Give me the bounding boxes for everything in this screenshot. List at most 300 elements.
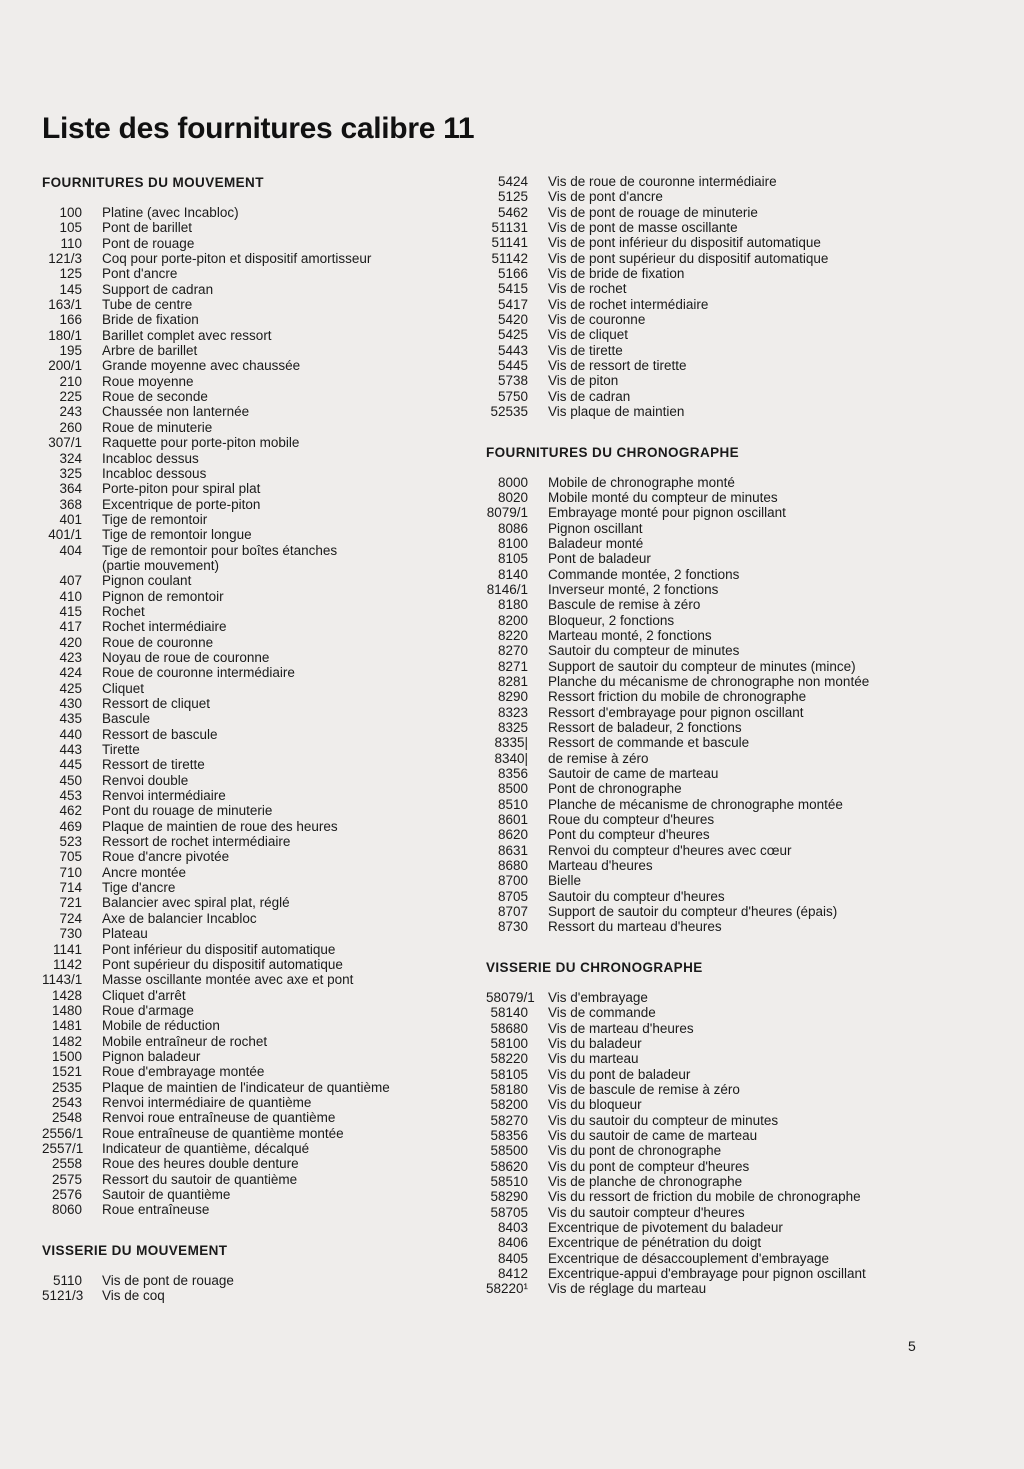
part-description: Vis de bascule de remise à zéro (548, 1081, 740, 1097)
list-item (42, 1288, 482, 1303)
part-description: Support de cadran (102, 281, 214, 297)
part-description: Ressort du sautoir de quantième (102, 1171, 298, 1187)
part-number: 8200 (497, 612, 528, 628)
list-item (486, 220, 956, 235)
part-number: 8705 (497, 888, 528, 904)
list-item (486, 990, 956, 1005)
part-description: Vis du ressort de friction du mobile de chronographe (548, 1189, 861, 1205)
part-description: Vis de bride de fixation (548, 266, 685, 282)
list-item (486, 327, 956, 342)
list-item (486, 1174, 956, 1189)
part-number: 415 (59, 603, 82, 619)
list-item (42, 420, 482, 435)
list-item (42, 497, 482, 512)
part-description: Vis de pont de rouage (102, 1272, 234, 1288)
part-number: 8325 (497, 720, 528, 735)
part-number: 424 (59, 665, 82, 681)
part-description: Vis de planche de chronographe (548, 1173, 743, 1189)
part-number: 445 (59, 757, 82, 773)
part-number: 5121/3 (42, 1288, 84, 1304)
part-description: Ressort de rochet intermédiaire (102, 834, 291, 850)
part-number: 8403 (497, 1219, 528, 1235)
part-description: Chaussée non lanternée (102, 404, 250, 420)
list-item (486, 567, 956, 582)
part-description: Vis du sautoir du compteur de minutes (548, 1112, 779, 1128)
list-item (486, 205, 956, 220)
part-number: 2535 (51, 1079, 82, 1095)
part-number: 8086 (497, 520, 528, 536)
part-description: Pignon oscillant (548, 520, 643, 536)
part-number: 58180 (490, 1081, 528, 1097)
part-description: Mobile monté du compteur de minutes (548, 489, 778, 505)
list-item (42, 543, 482, 574)
list-item (42, 466, 482, 481)
list-item (486, 1082, 956, 1097)
part-description: Vis du bloqueur (548, 1097, 642, 1113)
list-item (42, 1049, 482, 1064)
part-description: Vis du marteau (548, 1051, 639, 1067)
part-number: 8271 (497, 658, 528, 674)
part-description: Cliquet d'arrêt (102, 987, 186, 1003)
part-number: 440 (59, 726, 82, 742)
part-description: Balancier avec spiral plat, réglé (102, 895, 290, 911)
part-description: Baladeur monté (548, 535, 644, 551)
list-item (486, 1036, 956, 1051)
part-number: 58500 (490, 1143, 528, 1159)
part-description: Roue d'embrayage montée (102, 1064, 265, 1080)
part-description: Tige de remontoir longue (102, 527, 252, 543)
part-description: Excentrique de pénétration du doigt (548, 1235, 762, 1251)
part-number: 5166 (497, 266, 528, 282)
list-item (486, 358, 956, 373)
part-description: Vis de pont d'ancre (548, 189, 663, 205)
part-number: 210 (59, 373, 82, 389)
list-item (486, 1251, 956, 1266)
part-number: 423 (59, 649, 82, 665)
list-item (42, 1126, 482, 1141)
list-item (486, 297, 956, 312)
list-item (42, 803, 482, 818)
list-item (42, 297, 482, 312)
part-number: 8100 (497, 535, 528, 551)
part-description: Barillet complet avec ressort (102, 327, 272, 343)
part-description: Cliquet (102, 680, 145, 696)
list-item (42, 451, 482, 466)
list-item (486, 1205, 956, 1220)
part-number: 8340| (494, 750, 528, 766)
part-number: 8707 (497, 904, 528, 920)
part-number: 410 (59, 588, 82, 604)
part-description: Roue entraîneuse (102, 1202, 210, 1218)
list-item (42, 1202, 482, 1217)
list-item (42, 374, 482, 389)
part-description: Indicateur de quantième, décalqué (102, 1140, 310, 1156)
part-description: Coq pour porte-piton et dispositif amortisseur (102, 251, 372, 267)
part-description: Vis de cliquet (548, 327, 629, 343)
part-number: 8290 (497, 689, 528, 705)
part-description: Renvoi intermédiaire de quantième (102, 1094, 312, 1110)
part-number: 714 (59, 880, 82, 896)
page-title: Liste des fournitures calibre 11 (42, 112, 475, 145)
part-description: Roue des heures double denture (102, 1156, 299, 1172)
part-number: 2576 (51, 1187, 82, 1202)
part-number: 58220 (490, 1051, 528, 1067)
list-item (486, 1159, 956, 1174)
part-description: Support de sautoir du compteur de minutes (mince) (548, 658, 856, 674)
list-item (486, 1051, 956, 1066)
part-number: 724 (59, 910, 82, 926)
list-item (42, 988, 482, 1003)
part-number: 8406 (497, 1235, 528, 1251)
part-description: Vis de pont de rouage de minuterie (548, 204, 758, 220)
list-item (42, 1080, 482, 1095)
part-number: 180/1 (48, 327, 82, 343)
list-visserie-mouvement-continued (486, 174, 956, 420)
part-number: 307/1 (48, 435, 82, 451)
list-item (42, 742, 482, 757)
list-item (42, 1018, 482, 1033)
part-description: Vis de commande (548, 1005, 656, 1021)
list-item (486, 1097, 956, 1112)
part-description: Sautoir de quantième (102, 1187, 231, 1202)
list-item (486, 858, 956, 873)
part-number: 5125 (497, 189, 528, 205)
part-description: Incabloc dessous (102, 465, 207, 481)
list-item (42, 512, 482, 527)
list-item (486, 904, 956, 919)
list-item (486, 1143, 956, 1158)
part-description: Bride de fixation (102, 312, 199, 328)
part-description: Porte-piton pour spiral plat (102, 481, 261, 497)
list-item (42, 711, 482, 726)
part-description: Planche de mécanisme de chronographe montée (548, 796, 843, 812)
part-description: Tige de remontoir pour boîtes étanches (partie mouvement) (102, 542, 338, 573)
list-item (486, 1128, 956, 1143)
part-description: Raquette pour porte-piton mobile (102, 435, 300, 451)
list-item (42, 1064, 482, 1079)
part-number: 163/1 (48, 297, 82, 313)
page-number: 5 (908, 1338, 916, 1354)
part-description: Tige de remontoir (102, 511, 208, 527)
part-number: 710 (59, 864, 82, 880)
part-number: 51131 (491, 220, 528, 236)
list-item (42, 619, 482, 634)
part-description: Pignon de remontoir (102, 588, 224, 604)
part-number: 1500 (51, 1048, 82, 1064)
list-item (486, 613, 956, 628)
right-column (486, 174, 956, 1297)
list-item (486, 174, 956, 189)
part-description: Tirette (102, 742, 140, 758)
part-number: 8680 (497, 858, 528, 874)
part-number: 1142 (52, 956, 82, 972)
part-description: Vis de rochet intermédiaire (548, 296, 709, 312)
part-description: Rochet intermédiaire (102, 619, 227, 635)
list-item (42, 358, 482, 373)
part-number: 1482 (51, 1033, 82, 1049)
part-number: 324 (59, 450, 82, 466)
list-item (486, 373, 956, 388)
part-description: Bloqueur, 2 fonctions (548, 612, 675, 628)
part-number: 450 (59, 772, 82, 788)
part-description: Grande moyenne avec chaussée (102, 358, 301, 374)
part-number: 325 (59, 465, 82, 481)
part-description: Pignon coulant (102, 573, 192, 589)
list-item (486, 551, 956, 566)
part-number: 58140 (490, 1005, 528, 1021)
part-description: Platine (avec Incabloc) (102, 205, 239, 220)
part-description: Ressort de tirette (102, 757, 205, 773)
list-item (42, 389, 482, 404)
part-number: 2543 (51, 1094, 82, 1110)
part-description: Vis de réglage du marteau (548, 1281, 707, 1297)
part-description: Vis de cadran (548, 388, 631, 404)
part-description: Rochet (102, 603, 145, 619)
list-item (486, 343, 956, 358)
part-description: Vis de rochet (548, 281, 627, 297)
part-number: 8356 (497, 766, 528, 782)
list-item (486, 312, 956, 327)
part-number: 443 (59, 742, 82, 758)
part-number: 8405 (497, 1250, 528, 1266)
list-item (486, 1113, 956, 1128)
part-number: 5424 (497, 174, 528, 189)
part-description: Sautoir du compteur d'heures (548, 888, 725, 904)
part-number: 8180 (497, 597, 528, 613)
part-description: Marteau d'heures (548, 858, 653, 874)
part-description: Vis de roue de couronne intermédiaire (548, 174, 777, 189)
part-number: 8412 (497, 1266, 528, 1281)
part-number: 453 (59, 788, 82, 804)
part-number: 2557/1 (42, 1140, 84, 1156)
part-description: Embrayage monté pour pignon oscillant (548, 505, 786, 521)
part-number: 469 (59, 818, 82, 834)
list-item (42, 251, 482, 266)
list-item (486, 720, 956, 735)
part-number: 52535 (490, 404, 528, 420)
list-item (42, 696, 482, 711)
part-description: Vis de piton (548, 373, 619, 389)
part-description: Roue moyenne (102, 373, 194, 389)
part-description: Roue de minuterie (102, 419, 213, 435)
list-fournitures-mouvement (42, 205, 482, 1218)
part-number: 5750 (497, 388, 528, 404)
part-description: Plaque de maintien de roue des heures (102, 818, 338, 834)
part-description: Pont de barillet (102, 220, 193, 236)
list-item (42, 880, 482, 895)
part-description: Mobile de réduction (102, 1018, 220, 1034)
part-number: 166 (59, 312, 82, 328)
part-description: Vis de pont de masse oscillante (548, 220, 738, 236)
part-number: 200/1 (48, 358, 82, 374)
part-number: 8730 (497, 919, 528, 935)
part-number: 8270 (497, 643, 528, 659)
part-description: Pignon baladeur (102, 1048, 201, 1064)
section-heading-visserie-mouvement: VISSERIE DU MOUVEMENT (42, 1242, 228, 1258)
list-item (42, 328, 482, 343)
list-item (42, 282, 482, 297)
part-number: 8020 (497, 489, 528, 505)
left-column (42, 174, 482, 1303)
list-item (486, 281, 956, 296)
part-description: Ancre montée (102, 864, 187, 880)
part-number: 8220 (497, 627, 528, 643)
part-number: 1141 (52, 941, 82, 957)
list-item (486, 475, 956, 490)
part-description: Vis de tirette (548, 342, 623, 358)
part-description: Roue de seconde (102, 389, 208, 405)
part-number: 1143/1 (42, 972, 83, 988)
part-description: Renvoi du compteur d'heures avec cœur (548, 842, 792, 858)
part-number: 8146/1 (486, 581, 528, 597)
list-item (486, 1220, 956, 1235)
part-description: Tube de centre (102, 297, 193, 313)
part-description: Vis de ressort de tirette (548, 358, 687, 374)
part-number: 435 (59, 711, 82, 727)
part-number: 425 (59, 680, 82, 696)
list-item (486, 812, 956, 827)
list-item (486, 389, 956, 404)
part-description: Vis du pont de baladeur (548, 1066, 691, 1082)
list-item (42, 1110, 482, 1125)
part-number: 721 (59, 895, 82, 911)
part-number: 8323 (497, 704, 528, 720)
list-item (42, 819, 482, 834)
part-description: Ressort de bascule (102, 726, 218, 742)
list-item (42, 1034, 482, 1049)
list-item (486, 505, 956, 520)
list-item (486, 689, 956, 704)
part-number: 1428 (51, 987, 82, 1003)
list-item (42, 404, 482, 419)
part-description: Mobile entraîneur de rochet (102, 1033, 268, 1049)
part-number: 417 (59, 619, 82, 635)
part-number: 368 (59, 496, 82, 512)
part-description: Plaque de maintien de l'indicateur de quantième (102, 1079, 390, 1095)
part-description: Excentrique de porte-piton (102, 496, 261, 512)
part-description: Vis de pont inférieur du dispositif automatique (548, 235, 821, 251)
part-number: 401 (59, 511, 82, 527)
part-number: 730 (59, 926, 82, 942)
part-description: Roue de couronne (102, 634, 214, 650)
list-item (486, 1235, 956, 1250)
list-item (486, 251, 956, 266)
part-description: Roue de couronne intermédiaire (102, 665, 295, 681)
list-item (42, 435, 482, 450)
part-description: Axe de balancier Incabloc (102, 910, 257, 926)
list-item (42, 1095, 482, 1110)
part-number: 1481 (51, 1018, 82, 1034)
part-number: 2558 (51, 1156, 82, 1172)
list-item (42, 727, 482, 742)
part-number: 195 (59, 343, 82, 359)
part-description: Vis du sautoir compteur d'heures (548, 1204, 745, 1220)
part-number: 58079/1 (486, 989, 535, 1005)
part-description: Ressort de commande et bascule (548, 735, 750, 751)
part-description: Incabloc dessus (102, 450, 199, 466)
part-number: 8281 (497, 673, 528, 689)
part-number: 51141 (491, 235, 528, 251)
list-item (486, 659, 956, 674)
part-number: 5420 (497, 312, 528, 328)
part-number: 430 (59, 696, 82, 711)
part-description: Bascule de remise à zéro (548, 597, 701, 613)
part-number: 5445 (497, 358, 528, 374)
part-number: 1521 (51, 1064, 82, 1080)
part-number: 420 (59, 634, 82, 650)
list-item (486, 873, 956, 888)
list-item (486, 705, 956, 720)
list-item (42, 972, 482, 987)
part-description: Sautoir du compteur de minutes (548, 643, 740, 659)
list-item (42, 589, 482, 604)
section-heading-visserie-chronographe: VISSERIE DU CHRONOGRAPHE (486, 959, 703, 975)
part-description: Pont du rouage de minuterie (102, 803, 273, 819)
part-description: Vis d'embrayage (548, 989, 648, 1005)
part-number: 8620 (497, 827, 528, 843)
list-item (486, 1021, 956, 1036)
part-number: 8105 (497, 551, 528, 567)
part-description: Ressort friction du mobile de chronographe (548, 689, 807, 705)
part-description: Roue du compteur d'heures (548, 812, 715, 828)
part-number: 58100 (490, 1035, 528, 1051)
part-number: 58510 (490, 1173, 528, 1189)
list-item (42, 343, 482, 358)
part-description: Noyau de roue de couronne (102, 649, 270, 665)
part-description: Tige d'ancre (102, 880, 176, 896)
part-number: 58270 (490, 1112, 528, 1128)
list-item (42, 481, 482, 496)
part-description: Support de sautoir du compteur d'heures (épais) (548, 904, 838, 920)
part-description: Excentrique de désaccouplement d'embrayage (548, 1250, 830, 1266)
list-item (42, 895, 482, 910)
part-description: Bielle (548, 873, 582, 889)
list-item (42, 665, 482, 680)
part-description: Ressort du marteau d'heures (548, 919, 722, 935)
part-number: 5110 (52, 1272, 82, 1288)
part-number: 58680 (490, 1020, 528, 1036)
list-item (486, 490, 956, 505)
part-description: Ressort d'embrayage pour pignon oscillant (548, 704, 804, 720)
part-number: 58705 (490, 1204, 528, 1220)
part-description: Pont d'ancre (102, 266, 178, 282)
section-heading-fournitures-chronographe: FOURNITURES DU CHRONOGRAPHE (486, 444, 740, 460)
list-item (486, 843, 956, 858)
list-item (486, 889, 956, 904)
list-item (486, 1189, 956, 1204)
part-description: Sautoir de came de marteau (548, 766, 719, 782)
part-description: Plateau (102, 926, 148, 942)
list-item (42, 650, 482, 665)
part-number: 2548 (51, 1110, 82, 1126)
list-item (42, 942, 482, 957)
list-item (486, 582, 956, 597)
part-number: 8060 (51, 1202, 82, 1218)
part-description: Pont du compteur d'heures (548, 827, 710, 843)
part-description: Vis du pont de chronographe (548, 1143, 722, 1159)
list-item (486, 827, 956, 842)
part-number: 125 (59, 266, 82, 282)
part-number: 407 (59, 573, 82, 589)
list-item (42, 527, 482, 542)
list-item (42, 1003, 482, 1018)
part-number: 51142 (491, 250, 528, 266)
part-number: 8631 (497, 842, 528, 858)
list-item (42, 834, 482, 849)
list-item (42, 635, 482, 650)
part-number: 8000 (497, 474, 528, 490)
list-item (42, 1156, 482, 1171)
